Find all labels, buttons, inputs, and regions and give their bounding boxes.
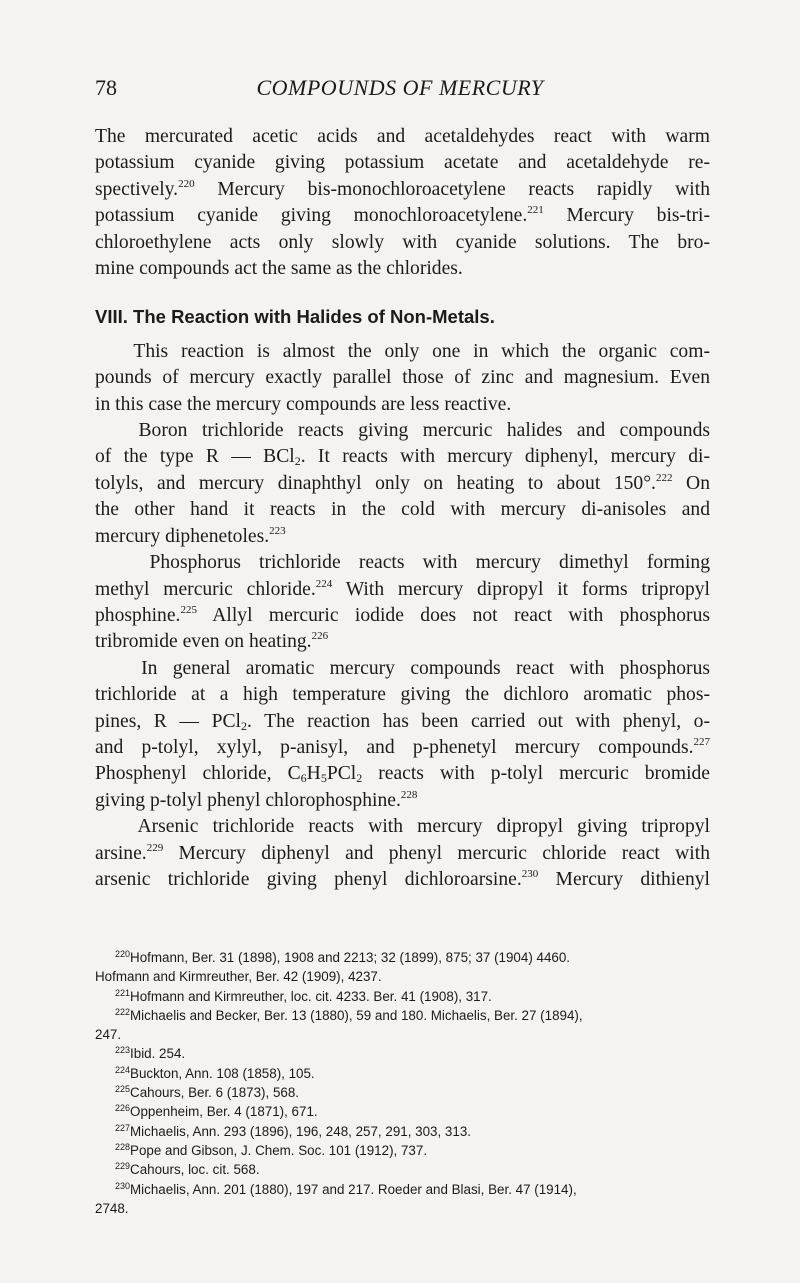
- footnote: $^{228}$Pope and Gibson, J. Chem. Soc. 101 (1912), 737.: [115, 1141, 428, 1158]
- footnote: 2748.: [95, 1200, 129, 1216]
- footnote: $^{223}$Ibid. 254.: [115, 1045, 186, 1062]
- page-header: [95, 75, 705, 109]
- paragraph-arsenic: Arsenic trichloride reacts with mercury dipropyl giving tripropyl arsine.$^{229}$ Mercury diphenyl and phenyl mercuric chloride react with arsenic trichloride giving phenyl dichloroarsine.$^{230}$ Mercury dithienyl: [95, 816, 710, 890]
- paragraph-intro: This reaction is almost the only one in which the organic com- pounds of mercury exactly parallel those of zinc and magnesium. Even in this case the mercury compounds are less reactive.: [95, 340, 710, 415]
- footnote: $^{227}$Michaelis, Ann. 293 (1896), 196, 248, 257, 291, 303, 313.: [115, 1122, 471, 1139]
- paragraph-boron: Boron trichloride reacts giving mercuric halides and compounds of the type R — BCl$_2$. It reacts with mercury diphenyl, mercury di- tolyls, and mercury dinaphthyl only on heating to about 150°.$^{222}$ On the other hand it reacts in the cold with mercury di-anisoles and mercury diphenetoles.$^{223}$: [95, 420, 710, 547]
- paragraph-cyanide: The mercurated acetic acids and acetaldehydes react with warm potassium cyanide giving potassium acetate and acetaldehyde re- spectively.$^{220}$ Mercury bis-monochloroacetylene reacts rapidly with potassium cyanide giving monochloroacetylene.$^{221}$ Mercury bis-tri- chloroethylene acts only slowly with cyanide solutions. The bro- mine compounds act the same as the chlorides.: [95, 126, 710, 280]
- footnote: $^{229}$Cahours, loc. cit. 568.: [115, 1161, 260, 1178]
- footnote: 247.: [95, 1027, 122, 1043]
- footnote: Hofmann and Kirmreuther, Ber. 42 (1909), 4237.: [95, 969, 382, 985]
- footnote: $^{220}$Hofmann, Ber. 31 (1898), 1908 and 2213; 32 (1899), 875; 37 (1904) 4460.: [115, 949, 571, 965]
- footnote: $^{224}$Buckton, Ann. 108 (1858), 105.: [115, 1064, 315, 1081]
- running-title: COMPOUNDS OF MERCURY: [256, 75, 544, 100]
- body-text: [95, 124, 710, 893]
- page-number: 78: [95, 75, 117, 100]
- footnote: $^{230}$Michaelis, Ann. 201 (1880), 197 and 217. Roeder and Blasi, Ber. 47 (1914),: [115, 1180, 577, 1197]
- paragraph-aromatic: In general aromatic mercury compounds react with phosphorus trichloride at a high temperature giving the dichloro aromatic phos- pines, R — PCl$_2$. The reaction has been carried out with phenyl, o- and p-tolyl, xylyl, p-anisyl, and p-phenetyl mercury compounds.$^{227}$ Phosphenyl chloride, $C_6H_5PCl_2$ reacts with p-tolyl mercuric bromide giving p-tolyl phenyl chlorophosphine.$^{228}$: [95, 657, 711, 811]
- footnotes: [95, 948, 715, 1218]
- section-heading: VIII. The Reaction with Halides of Non-Metals.: [95, 306, 495, 328]
- footnote: $^{226}$Oppenheim, Ber. 4 (1871), 671.: [115, 1103, 318, 1120]
- footnote: $^{225}$Cahours, Ber. 6 (1873), 568.: [115, 1084, 300, 1101]
- footnote: $^{221}$Hofmann and Kirmreuther, loc. cit. 4233. Ber. 41 (1908), 317.: [115, 987, 492, 1004]
- paragraph-phosphorus: Phosphorus trichloride reacts with mercury dimethyl forming methyl mercuric chloride.$^{224}$ With mercury dipropyl it forms tripropyl phosphine.$^{225}$ Allyl mercuric iodide does not react with phosphorus tribromide even on heating.$^{226}$: [95, 552, 710, 653]
- footnote: $^{222}$Michaelis and Becker, Ber. 13 (1880), 59 and 180. Michaelis, Ber. 27 (1894),: [115, 1006, 583, 1023]
